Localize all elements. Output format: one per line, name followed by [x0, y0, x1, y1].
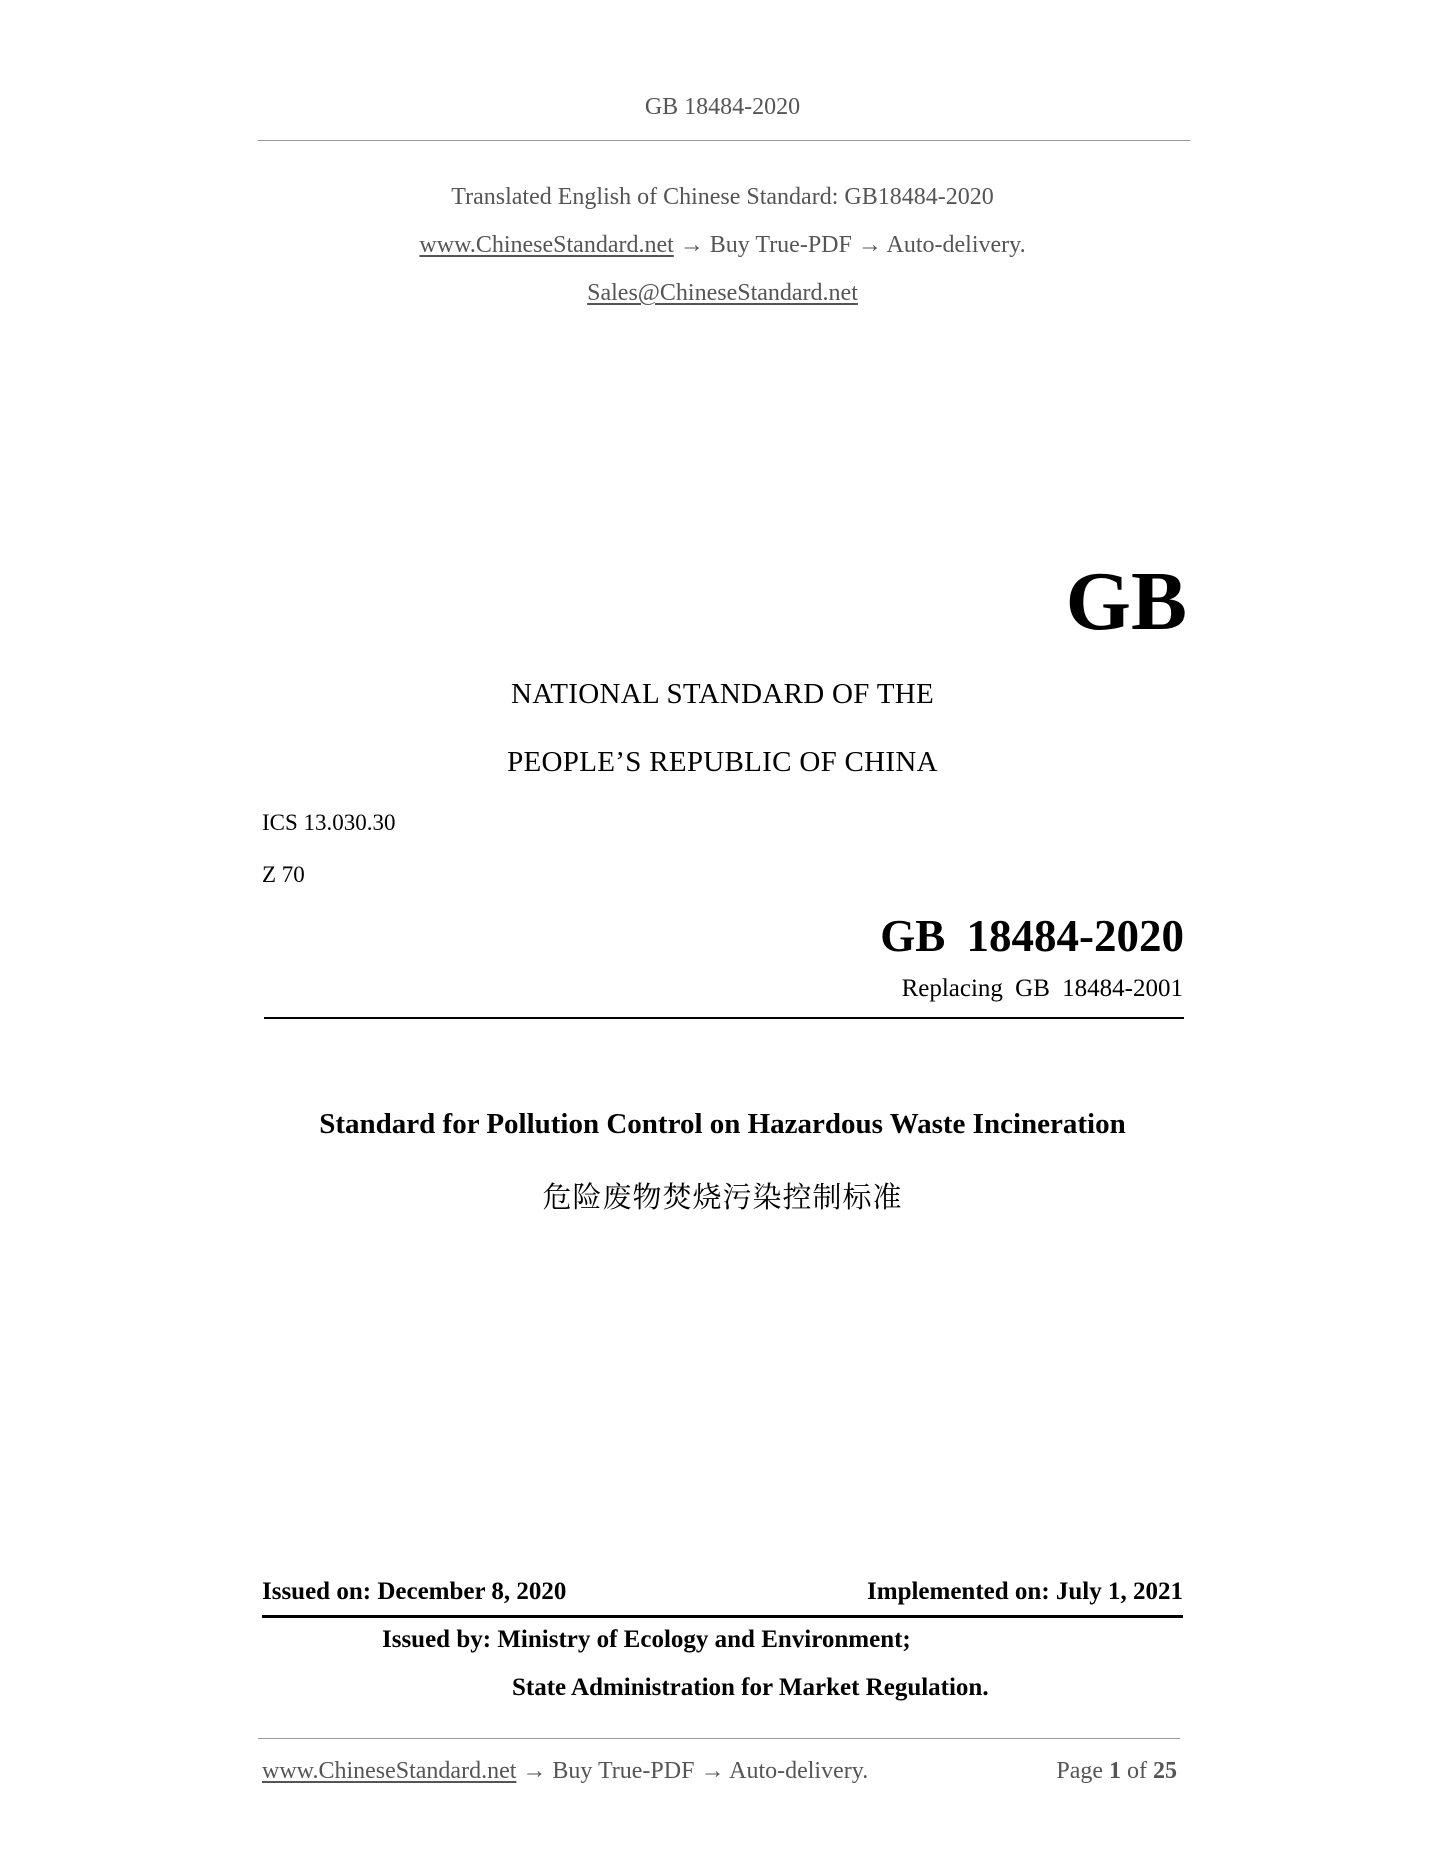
- classification-code: Z 70: [262, 862, 305, 887]
- footer-promo: [262, 1758, 868, 1785]
- header-divider: [258, 140, 1190, 141]
- issue-divider: [262, 1615, 1183, 1618]
- page-label: Page: [1056, 1758, 1109, 1784]
- page-of: of: [1121, 1758, 1153, 1784]
- promo-line: [0, 232, 1445, 259]
- title-chinese: 危险废物焚烧污染控制标准: [542, 1180, 903, 1214]
- ics-code: ICS 13.030.30: [262, 810, 396, 835]
- title-english: Standard for Pollution Control on Hazardous Waste Incineration: [319, 1108, 1126, 1140]
- implemented-on-date: Implemented on: July 1, 2021: [867, 1578, 1183, 1605]
- national-standard-line-2: PEOPLE’S REPUBLIC OF CHINA: [507, 746, 938, 778]
- translation-notice: Translated English of Chinese Standard: GB18484-2020: [451, 184, 994, 210]
- footer-website-link[interactable]: www.ChineseStandard.net: [262, 1758, 517, 1784]
- page-current: 1: [1109, 1758, 1121, 1784]
- footer-divider: [258, 1738, 1180, 1739]
- promo-line-text: → Buy True-PDF → Auto-delivery.: [673, 232, 1026, 258]
- gb-logo: GB: [1065, 555, 1187, 648]
- email-line: [0, 280, 1445, 307]
- issued-by-line-1: Issued by: Ministry of Ecology and Environment;: [382, 1626, 911, 1653]
- issued-on-date: Issued on: December 8, 2020: [262, 1578, 567, 1605]
- issued-by-line-2: State Administration for Market Regulation.: [512, 1674, 989, 1701]
- standard-number: GB 18484-2020: [880, 911, 1184, 961]
- page-number: [1056, 1758, 1177, 1785]
- national-standard-line-1: NATIONAL STANDARD OF THE: [511, 678, 934, 710]
- page-total: 25: [1153, 1758, 1177, 1784]
- standard-number-divider: [264, 1017, 1184, 1019]
- footer-promo-text: → Buy True-PDF → Auto-delivery.: [516, 1758, 869, 1784]
- replacing-standard: Replacing GB 18484-2001: [901, 975, 1183, 1002]
- running-header: GB 18484-2020: [644, 94, 801, 120]
- email-link[interactable]: Sales@ChineseStandard.net: [587, 280, 858, 306]
- website-link[interactable]: www.ChineseStandard.net: [419, 232, 674, 258]
